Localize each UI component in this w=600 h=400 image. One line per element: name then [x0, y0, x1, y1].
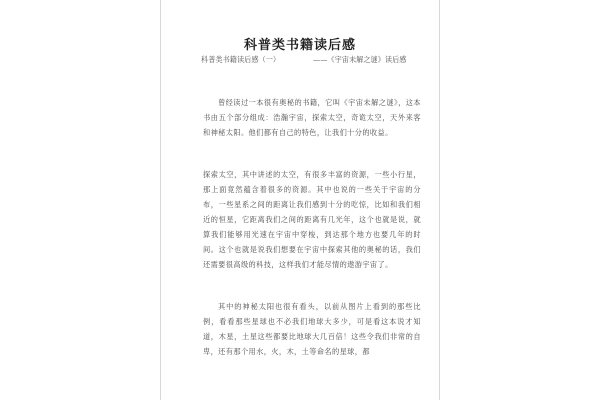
document-subtitle [201, 52, 431, 67]
subtitle-right: ——《宇宙未解之谜》读后感 [313, 55, 407, 64]
subtitle-left: 科普类书籍读后感（一） [201, 55, 281, 64]
paragraph-3: 其中的神秘太阳也很有看头，以前从图片上看到的那些比例，看看那些星球也不必我们地球大多少，可是看这本说才知道，木星，土星这些都要比地球大几百倍！这些令我们非常的自卑，还有那个用水，火，木，土等命名的星球，都 [203, 302, 421, 356]
document-page [161, 0, 439, 400]
paragraph-1: 曾经读过一本很有奥秘的书籍，它叫《宇宙未解之谜》，这本书由五个部分组成：浩瀚宇宙，探索太空，奇诡太空，天外来客和神秘太阳。他们都有自己的特色，让我们十分的收益。 [203, 98, 421, 137]
page-border-right [439, 0, 440, 400]
document-title: 科普类书籍读后感 [243, 38, 356, 53]
paragraph-2: 探索太空，其中讲述的太空，有很多丰富的资源，一些小行星，那上面竟然蕴含着很多的资源。其中也说的一些关于宇宙的分布，一些星系之间的距离让我们感到十分的吃惊，比如和我们相近的恒星，它距离我们之间的距离有几光年，这个也就是说，就算我们能够用光速在宇宙中穿梭，到达那个地方也要几年的时间。这个也就是说我们想要在宇宙中探索其他的奥秘的话，我们还需要很高级的科技，这样我们才能尽情的遨游宇宙了。 [203, 170, 421, 269]
